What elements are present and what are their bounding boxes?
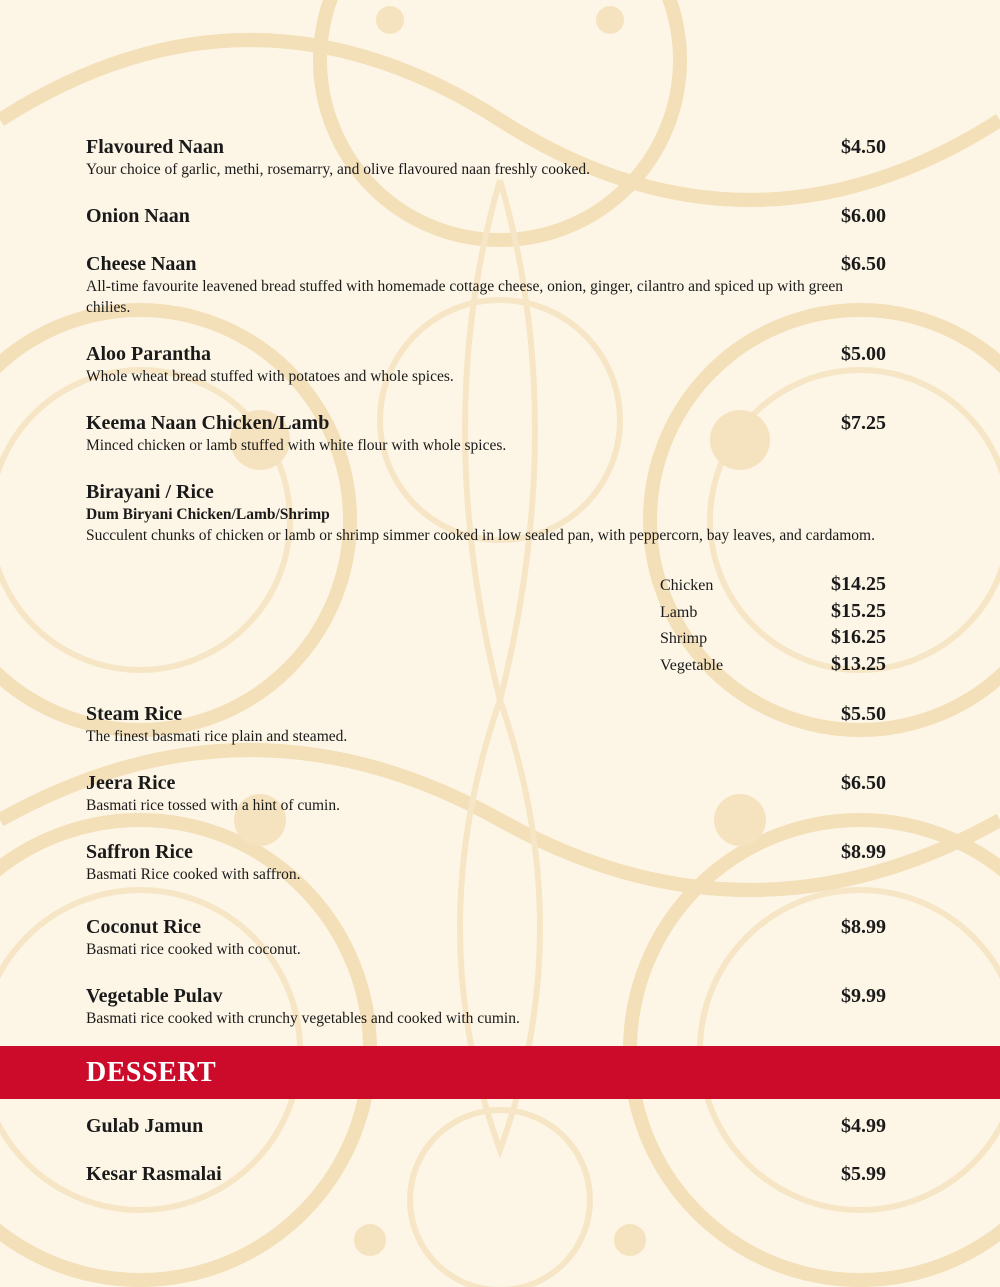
variant-label: Vegetable [660,657,724,675]
menu-item-coconut-rice [86,915,886,960]
item-name: Jeera Rice [86,772,176,794]
menu-item-kesar-rasmalai [86,1162,886,1186]
menu-item-vegetable-pulav [86,984,886,1029]
variant-price: $14.25 [831,573,886,595]
menu-section-biryani-rice [86,480,886,546]
section-heading: Birayani / Rice [86,481,214,503]
item-price: $7.25 [841,412,886,434]
item-price: $5.50 [841,703,886,725]
biryani-price-list [660,573,886,680]
item-price: $4.99 [841,1115,886,1137]
item-description: Basmati rice tossed with a hint of cumin. [86,797,340,814]
menu-item-flavoured-naan [86,135,886,180]
item-description: All-time favourite leavened bread stuffed with homemade cottage cheese, onion, ginger, cilantro and spiced up with green chilies. [86,278,844,316]
menu-item-jeera-rice [86,771,886,816]
price-variant-row [660,653,886,680]
item-description: Succulent chunks of chicken or lamb or shrimp simmer cooked in low sealed pan, with peppercorn, bay leaves, and cardamom. [86,527,875,544]
item-price: $6.50 [841,253,886,275]
item-price: $6.00 [841,205,886,227]
menu-item-onion-naan [86,204,886,228]
item-name: Aloo Parantha [86,343,211,365]
variant-price: $15.25 [831,599,886,622]
item-name: Keema Naan Chicken/Lamb [86,412,330,434]
menu-item-keema-naan [86,411,886,456]
variant-label: Lamb [660,603,698,621]
item-description: Basmati Rice cooked with saffron. [86,866,301,883]
item-description: Your choice of garlic, methi, rosemarry, and olive flavoured naan freshly cooked. [86,161,591,178]
item-name: Flavoured Naan [86,136,224,158]
item-name: Steam Rice [86,703,183,725]
item-price: $5.99 [841,1163,886,1185]
item-price: $4.50 [841,136,886,158]
item-name: Kesar Rasmalai [86,1163,222,1185]
item-subheading: Dum Biryani Chicken/Lamb/Shrimp [86,506,330,523]
item-price: $5.00 [841,343,886,365]
price-variant-row [660,573,886,600]
variant-price: $16.25 [831,626,886,649]
section-title-dessert: DESSERT [86,1057,217,1088]
item-name: Onion Naan [86,205,190,227]
menu-item-cheese-naan [86,252,886,318]
price-variant-row [660,600,886,627]
item-name: Coconut Rice [86,916,201,938]
item-price: $6.50 [841,772,886,794]
dessert-section-band [0,1046,1000,1099]
item-price: $8.99 [841,916,886,938]
item-description: Basmati rice cooked with coconut. [86,941,301,958]
variant-label: Chicken [660,577,714,594]
menu-item-saffron-rice [86,840,886,885]
item-description: Basmati rice cooked with crunchy vegetables and cooked with cumin. [86,1010,520,1027]
variant-price: $13.25 [831,653,886,676]
menu-item-aloo-parantha [86,342,886,387]
menu-item-gulab-jamun [86,1114,886,1138]
item-price: $9.99 [841,985,886,1007]
item-price: $8.99 [841,841,886,863]
item-description: Whole wheat bread stuffed with potatoes and whole spices. [86,368,454,385]
item-name: Vegetable Pulav [86,985,223,1007]
item-name: Cheese Naan [86,253,197,275]
menu-item-steam-rice [86,702,886,747]
item-description: The finest basmati rice plain and steamed. [86,728,348,745]
item-description: Minced chicken or lamb stuffed with white flour with whole spices. [86,437,507,454]
variant-label: Shrimp [660,630,708,648]
price-variant-row [660,626,886,653]
item-name: Gulab Jamun [86,1115,204,1137]
item-name: Saffron Rice [86,841,193,863]
